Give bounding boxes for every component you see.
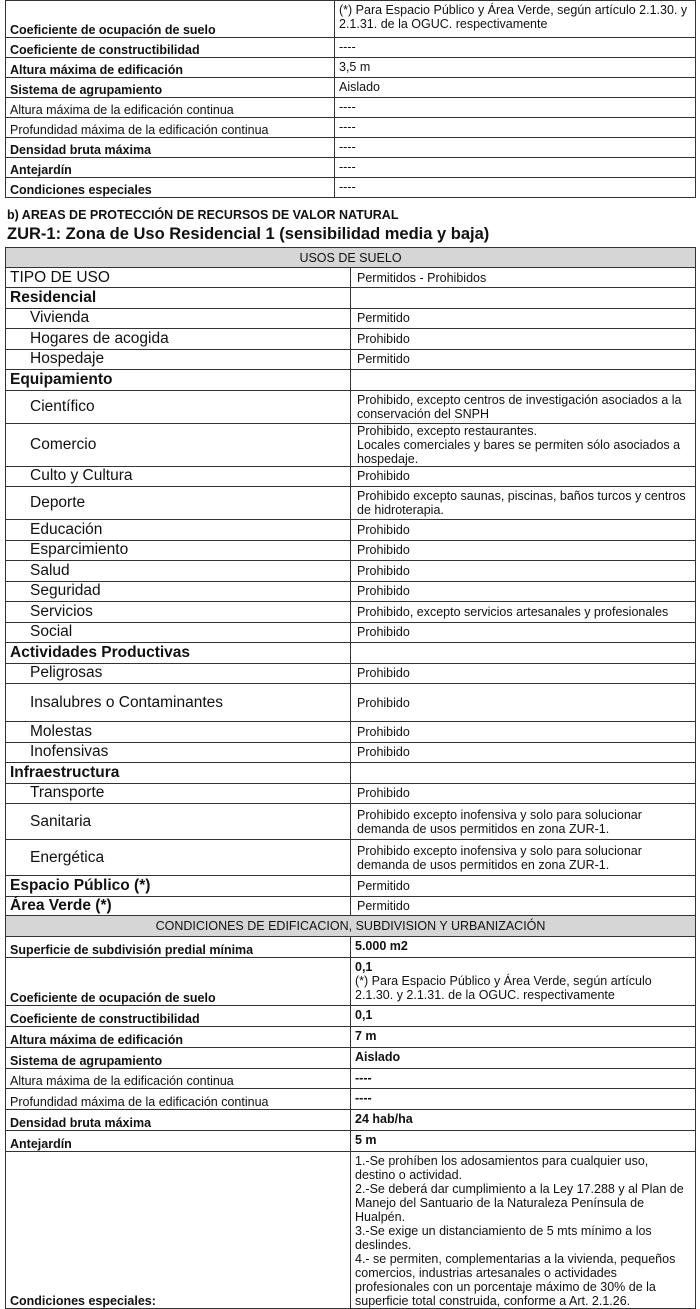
use-value: Prohibido excepto inofensiva y solo para solucionar demanda de usos permitidos en zona ZUR-1. (351, 840, 696, 876)
use-row (6, 643, 696, 664)
condition-row (6, 1131, 696, 1152)
use-label: Infraestructura (6, 763, 351, 784)
use-value: Prohibido (351, 329, 696, 350)
condition-value-cell (351, 1131, 696, 1152)
condition-label: Altura máxima de la edificación continua (6, 98, 335, 118)
use-value: Prohibido, excepto restaurantes. Locales comerciales y bares se permiten sólo asociados a hospedaje. (351, 423, 696, 466)
type-of-use-value: Permitidos - Prohibidos (351, 268, 696, 288)
use-label: Residencial (6, 288, 351, 309)
condition-row (6, 1089, 696, 1110)
condition-value-cell (351, 958, 696, 1006)
use-row (6, 602, 696, 623)
use-value: Prohibido excepto inofensiva y solo para solucionar demanda de usos permitidos en zona ZUR-1. (351, 804, 696, 840)
condition-label: Altura máxima de la edificación continua (6, 1069, 351, 1089)
use-label: Educación (6, 520, 351, 541)
condition-row (6, 158, 696, 178)
use-row (6, 684, 696, 722)
condition-label: Densidad bruta máxima (6, 138, 335, 158)
use-row (6, 308, 696, 329)
use-value: Permitido (351, 349, 696, 370)
condition-row (6, 1152, 696, 1309)
use-label: Culto y Cultura (6, 466, 351, 487)
use-label: Hogares de acogida (6, 329, 351, 350)
condition-label: Antejardín (6, 158, 335, 178)
condition-row (6, 1, 696, 38)
condition-row (6, 937, 696, 958)
use-label: Área Verde (*) (6, 896, 351, 917)
condition-row (6, 38, 696, 58)
use-label: Inofensivas (6, 742, 351, 763)
condition-row (6, 118, 696, 138)
condition-row (6, 1069, 696, 1089)
condition-label: Coeficiente de ocupación de suelo (6, 958, 351, 1006)
use-label: Energética (6, 840, 351, 876)
condition-value-cell (351, 1027, 696, 1048)
use-value: Prohibido, excepto centros de investigación asociados a la conservación del SNPH (351, 390, 696, 423)
condition-value: ---- (355, 1071, 372, 1085)
condition-label: Altura máxima de edificación (6, 1027, 351, 1048)
use-value (351, 643, 696, 664)
condition-label: Superficie de subdivisión predial mínima (6, 937, 351, 958)
condition-row (6, 1006, 696, 1027)
use-row (6, 349, 696, 370)
use-row (6, 804, 696, 840)
condition-row (6, 1027, 696, 1048)
use-label: Peligrosas (6, 663, 351, 684)
condition-value-cell (351, 937, 696, 958)
use-value: Prohibido (351, 466, 696, 487)
use-value: Prohibido (351, 622, 696, 643)
land-uses-table (5, 247, 696, 917)
use-label: Hospedaje (6, 349, 351, 370)
condition-row (6, 78, 696, 98)
use-value: Prohibido (351, 783, 696, 804)
condition-note: 1.-Se prohíben los adosamientos para cualquier uso, destino o actividad. 2.-Se deberá dar cumplimiento a la Ley 17.288 y al Plan de Manejo del Santuario de la Naturaleza Península de Hualpén. 3.-Se exige un distanciamiento de 5 mts mínimo a los deslindes. 4.- se permiten, complementarias a la vivienda, pequeños comercios, industrias artesanales o actividades profesionales con un porcentaje máximo de 30% de la superficie total construida, conforme a Art. 2.1.26. (355, 1154, 684, 1308)
condition-value-cell (351, 1152, 696, 1309)
use-label: Salud (6, 561, 351, 582)
condition-row (6, 58, 696, 78)
use-row (6, 722, 696, 743)
condition-value-cell (351, 1069, 696, 1089)
condition-label: Condiciones especiales (6, 178, 335, 198)
use-row (6, 763, 696, 784)
previous-conditions-table (5, 0, 696, 198)
condition-value-cell (351, 1089, 696, 1110)
use-value: Prohibido (351, 722, 696, 743)
type-of-use-label: TIPO DE USO (6, 268, 351, 288)
condition-value: ---- (335, 178, 696, 198)
use-row (6, 423, 696, 466)
zone-title: ZUR-1: Zona de Uso Residencial 1 (sensibilidad media y baja) (7, 225, 490, 243)
condition-label: Sistema de agrupamiento (6, 1048, 351, 1069)
use-value (351, 370, 696, 391)
use-row (6, 288, 696, 309)
condition-label: Sistema de agrupamiento (6, 78, 335, 98)
use-row (6, 329, 696, 350)
use-value: Prohibido (351, 520, 696, 541)
condition-value-cell (351, 1110, 696, 1131)
condition-value: Aislado (335, 78, 696, 98)
condition-value: 5 m (355, 1133, 377, 1147)
use-label: Vivienda (6, 308, 351, 329)
condition-label: Profundidad máxima de la edificación continua (6, 1089, 351, 1110)
condition-value: ---- (335, 98, 696, 118)
condition-value: ---- (335, 118, 696, 138)
condition-value: ---- (335, 138, 696, 158)
use-row (6, 487, 696, 520)
use-value: Permitido (351, 896, 696, 917)
condition-value: 3,5 m (335, 58, 696, 78)
use-label: Equipamiento (6, 370, 351, 391)
use-label: Seguridad (6, 581, 351, 602)
use-label: Esparcimiento (6, 540, 351, 561)
use-label: Deporte (6, 487, 351, 520)
use-row (6, 370, 696, 391)
condition-value: ---- (355, 1091, 372, 1105)
condition-label: Coeficiente de constructibilidad (6, 38, 335, 58)
condition-row (6, 138, 696, 158)
condition-value-cell (351, 1006, 696, 1027)
use-row (6, 520, 696, 541)
condition-row (6, 178, 696, 198)
use-label: Social (6, 622, 351, 643)
use-row (6, 622, 696, 643)
condition-label: Antejardín (6, 1131, 351, 1152)
use-value: Permitido (351, 876, 696, 897)
use-label: Insalubres o Contaminantes (6, 684, 351, 722)
condition-note: (*) Para Espacio Público y Área Verde, según artículo 2.1.30. y 2.1.31. de la OGUC. respectivamente (355, 974, 652, 1002)
use-label: Científico (6, 390, 351, 423)
use-row (6, 896, 696, 917)
condition-value: ---- (335, 158, 696, 178)
section-heading: b) AREAS DE PROTECCIÓN DE RECURSOS DE VALOR NATURAL (7, 208, 399, 222)
use-label: Actividades Productivas (6, 643, 351, 664)
condition-value: 0,1 (355, 960, 373, 974)
use-value: Prohibido (351, 684, 696, 722)
use-label: Servicios (6, 602, 351, 623)
condition-row (6, 958, 696, 1006)
use-value: Prohibido (351, 561, 696, 582)
condition-label: Coeficiente de ocupación de suelo (6, 1, 335, 38)
use-row (6, 783, 696, 804)
use-row (6, 663, 696, 684)
condition-label: Densidad bruta máxima (6, 1110, 351, 1131)
use-row (6, 540, 696, 561)
use-value: Permitido (351, 308, 696, 329)
use-label: Transporte (6, 783, 351, 804)
use-row (6, 840, 696, 876)
condition-row (6, 1048, 696, 1069)
use-row (6, 390, 696, 423)
condition-row (6, 98, 696, 118)
use-value: Prohibido (351, 663, 696, 684)
condition-value-cell (351, 1048, 696, 1069)
condition-value: 7 m (355, 1029, 377, 1043)
condition-value: 24 hab/ha (355, 1112, 413, 1126)
condition-row (6, 1110, 696, 1131)
use-label: Comercio (6, 423, 351, 466)
use-value: Prohibido (351, 581, 696, 602)
condition-label: Altura máxima de edificación (6, 58, 335, 78)
use-row (6, 742, 696, 763)
use-value (351, 763, 696, 784)
use-value: Prohibido excepto saunas, piscinas, baños turcos y centros de hidroterapia. (351, 487, 696, 520)
conditions-header: CONDICIONES DE EDIFICACION, SUBDIVISION Y URBANIZACIÓN (6, 916, 696, 937)
use-row (6, 561, 696, 582)
use-label: Sanitaria (6, 804, 351, 840)
condition-value: 5.000 m2 (355, 939, 408, 953)
use-row (6, 581, 696, 602)
use-value: Prohibido (351, 540, 696, 561)
use-label: Espacio Público (*) (6, 876, 351, 897)
condition-value: Aislado (355, 1050, 401, 1064)
use-value: Prohibido (351, 742, 696, 763)
condition-label: Coeficiente de constructibilidad (6, 1006, 351, 1027)
use-row (6, 876, 696, 897)
use-value: Prohibido, excepto servicios artesanales y profesionales (351, 602, 696, 623)
use-label: Molestas (6, 722, 351, 743)
condition-value: ---- (335, 38, 696, 58)
condition-value: 0,1 (355, 1008, 373, 1022)
use-row (6, 466, 696, 487)
condition-label: Profundidad máxima de la edificación continua (6, 118, 335, 138)
use-value (351, 288, 696, 309)
uses-header: USOS DE SUELO (6, 248, 696, 268)
condition-label: Condiciones especiales: (6, 1152, 351, 1309)
condition-value: (*) Para Espacio Público y Área Verde, según artículo 2.1.30. y 2.1.31. de la OGUC. respectivamente (335, 1, 696, 38)
building-conditions-table (5, 915, 696, 1309)
